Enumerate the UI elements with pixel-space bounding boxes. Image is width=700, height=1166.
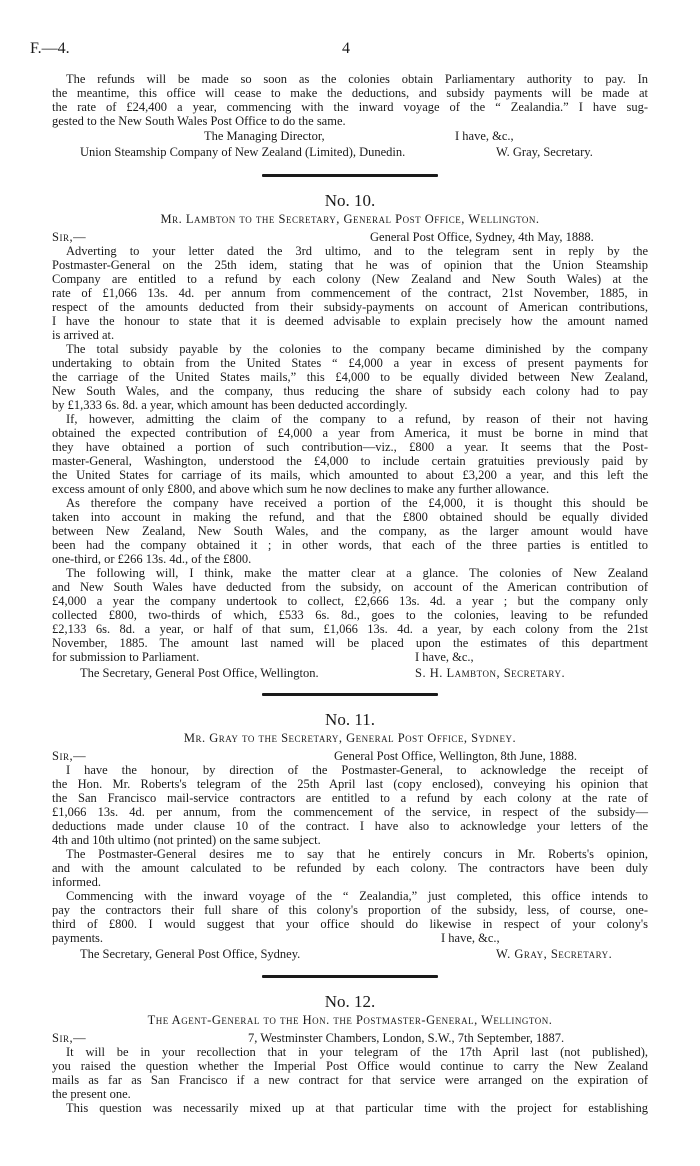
body-line: rate of £1,066 13s. 4d. per annum from commencement of the contract, 21st November, 1885, in: [52, 286, 648, 300]
body-line: you raised the question whether the Imperial Post Office would continue to carry the New Zealand: [52, 1059, 648, 1073]
intro-addressee-company: Union Steamship Company of New Zealand (Limited), Dunedin.: [80, 145, 406, 159]
document-code: F.—4.: [30, 40, 70, 57]
body-line: I have the honour, by direction of the Postmaster-General, to acknowledge the receipt of: [66, 763, 648, 777]
body-line: Commencing with the inward voyage of the “ Zealandia,” just completed, this office intends to: [66, 889, 648, 903]
section-divider: [262, 975, 438, 978]
body-line: the present one.: [52, 1087, 131, 1101]
body-line: obtained the expected contribution of £4,000 a year from America, it must be borne in mind that: [52, 426, 648, 440]
body-line: for submission to Parliament.: [52, 650, 200, 664]
body-line: The Postmaster-General desires me to say that he entirely concurs in Mr. Roberts's opinion,: [66, 847, 648, 861]
salutation: Sir,—: [52, 749, 87, 763]
body-line: It will be in your recollection that in your telegram of the 17th April last (not published),: [66, 1045, 648, 1059]
body-line: 4th and 10th ultimo (not printed) on the same subject.: [52, 833, 321, 847]
intro-line: The refunds will be made so soon as the colonies obtain Parliamentary authority to pay. In: [66, 72, 648, 86]
letter-number: No. 10.: [324, 191, 376, 210]
dateline: General Post Office, Wellington, 8th June, 1888.: [334, 749, 577, 763]
dateline: General Post Office, Sydney, 4th May, 1888.: [370, 230, 594, 244]
letter-number: No. 11.: [325, 710, 375, 729]
body-line: If, however, admitting the claim of the company to a refund, by reason of their not having: [66, 412, 648, 426]
body-line: November, 1885. The amount last named will be placed upon the estimates of this department: [52, 636, 648, 650]
body-line: the Hon. Mr. Roberts's telegram of the 25th April last (copy enclosed), conveying his opinion that: [52, 777, 648, 791]
signature: W. Gray, Secretary.: [496, 947, 613, 961]
body-line: excess amount of only £800, and above which sum he now declines to make any further allowance.: [52, 482, 550, 496]
addressee: The Secretary, General Post Office, Sydney.: [80, 947, 301, 961]
section-divider: [262, 693, 438, 696]
body-line: Postmaster-General on the 25th idem, stating that he was of opinion that the Union Steamship: [52, 258, 648, 272]
intro-line: the rate of £24,400 a year, commencing with the inward voyage of the “ Zealandia.” I have sug-: [52, 100, 648, 114]
body-line: £1,066 13s. 4d. per annum, from the commencement of the service, in respect of the subsidy—: [52, 805, 648, 819]
body-line: deductions made under clause 10 of the contract. I have also to acknowledge your letters of the: [52, 819, 648, 833]
signature: S. H. Lambton, Secretary.: [415, 666, 566, 680]
body-line: £2,133 6s. 8d. a year, or half of that sum, £1,066 13s. 4d. a year, by each colony from the 21st: [52, 622, 648, 636]
body-line: master-General, Washington, understood the £4,000 to include certain gratuities previously paid by: [52, 454, 648, 468]
body-line: £4,000 a year the company undertook to collect, £2,666 13s. 4d. a year ; but the company only: [52, 594, 648, 608]
body-line: by £1,333 6s. 8d. a year, which amount has been deducted accordingly.: [52, 398, 408, 412]
intro-signature: W. Gray, Secretary.: [496, 145, 593, 159]
body-line: collected £800, two-thirds of which, £533 6s. 8d., goes to the colonies, leaving to be refunded: [52, 608, 648, 622]
addressee: The Secretary, General Post Office, Wellington.: [80, 666, 319, 680]
body-line: the San Francisco mail-service contractors are entitled to a refund by each colony at the rate of: [52, 791, 648, 805]
intro-line: the meantime, this office will cease to make the deductions, and subsidy payments will be made at: [52, 86, 648, 100]
body-line: the carriage of the United States mails,” this £4,000 to be equally divided between New Zealand,: [52, 370, 648, 384]
body-line: Company are entitled to a refund by each colony (New Zealand and New South Wales) at the: [52, 272, 648, 286]
body-line: third of £800. I would suggest that your office should do likewise in respect of your colony's: [52, 917, 648, 931]
closing: I have, &c.,: [441, 931, 500, 945]
body-line: mails as far as San Francisco if a new contract for that service were arranged on the expiration of: [52, 1073, 648, 1087]
body-line: The total subsidy payable by the colonies to the company became diminished by the company: [66, 342, 648, 356]
body-line: one-third, or £266 13s. 4d., of the £800.: [52, 552, 252, 566]
body-line: This question was necessarily mixed up at that particular time with the project for establishing: [66, 1101, 648, 1115]
letter-subheading: Mr. Lambton to the Secretary, General Post Office, Wellington.: [160, 212, 540, 226]
body-line: The following will, I think, make the matter clear at a glance. The colonies of New Zealand: [66, 566, 648, 580]
body-line: As therefore the company have received a portion of the £4,000, it is thought this should be: [66, 496, 648, 510]
section-divider: [262, 174, 438, 177]
salutation: Sir,—: [52, 230, 87, 244]
intro-line: gested to the New South Wales Post Office to do the same.: [52, 114, 346, 128]
body-line: between New Zealand, New South Wales, and the company, as the larger amount would have: [52, 524, 648, 538]
body-line: been had the company obtained it ; in other words, that each of the three parties is entitled to: [52, 538, 648, 552]
intro-addressee: The Managing Director,: [204, 129, 325, 143]
letter-subheading: Mr. Gray to the Secretary, General Post Office, Sydney.: [183, 731, 517, 745]
body-line: New South Wales, and the company, thus reducing the share of subsidy each colony had to pay: [52, 384, 648, 398]
page-number: 4: [342, 40, 350, 57]
body-line: undertaking to obtain from the United States “ £4,000 a year in excess of present payments for: [52, 356, 648, 370]
letter-subheading: The Agent-General to the Hon. the Postmaster-General, Wellington.: [147, 1013, 553, 1027]
body-line: is arrived at.: [52, 328, 115, 342]
dateline: 7, Westminster Chambers, London, S.W., 7th September, 1887.: [248, 1031, 565, 1045]
body-line: and New South Wales have deducted from the subsidy, on account of the American contribution of: [52, 580, 648, 594]
letter-number: No. 12.: [324, 992, 376, 1011]
body-line: informed.: [52, 875, 101, 889]
body-line: Adverting to your letter dated the 3rd ultimo, and to the telegram sent in reply by the: [66, 244, 648, 258]
body-line: they have obtained a portion of such contribution—viz., £800 a year. It seems that the Post-: [52, 440, 648, 454]
body-line: payments.: [52, 931, 104, 945]
closing: I have, &c.,: [415, 650, 474, 664]
body-line: the United States for carriage of its mails, which amounted to about £3,200 a year, and this left the: [52, 468, 648, 482]
salutation: Sir,—: [52, 1031, 87, 1045]
body-line: I have the honour to state that it is deemed advisable to explain precisely how the amount named: [52, 314, 648, 328]
body-line: and with the amount calculated to be refunded by each colony. The contractors have been duly: [52, 861, 648, 875]
body-line: taken into account in making the refund, and that the £800 obtained should be equally divided: [52, 510, 648, 524]
body-line: pay the contractors their full share of this colony's proportion of the subsidy, less, of course, one-: [52, 903, 648, 917]
intro-closing: I have, &c.,: [455, 129, 514, 143]
body-line: respect of the amounts deducted from their subsidy-payments on account of American contributions,: [52, 300, 648, 314]
